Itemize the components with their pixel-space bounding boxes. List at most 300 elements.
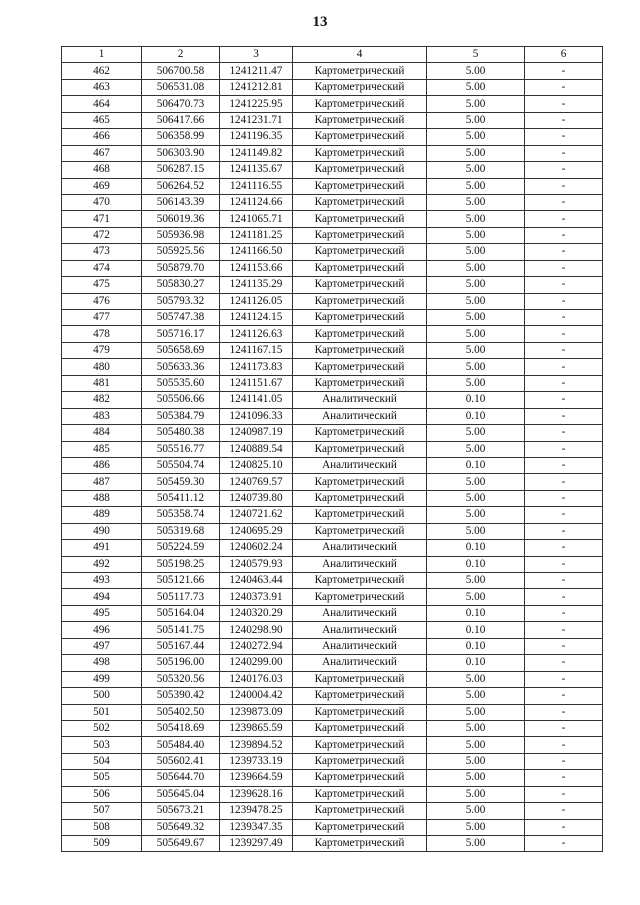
x-coordinate-cell: 505793.32 <box>142 293 220 309</box>
table-row <box>62 589 603 605</box>
accuracy-cell: 0.10 <box>427 408 525 424</box>
table-row <box>62 490 603 506</box>
y-coordinate-cell: 1241116.55 <box>220 178 293 194</box>
point-number-cell: 494 <box>62 589 142 605</box>
method-cell: Картометрический <box>293 688 427 704</box>
point-number-cell: 487 <box>62 474 142 490</box>
accuracy-cell: 0.10 <box>427 638 525 654</box>
table-row <box>62 277 603 293</box>
y-coordinate-cell: 1240272.94 <box>220 638 293 654</box>
column-header-2: 2 <box>142 47 220 63</box>
y-coordinate-cell: 1240987.19 <box>220 425 293 441</box>
x-coordinate-cell: 506264.52 <box>142 178 220 194</box>
accuracy-cell: 0.10 <box>427 655 525 671</box>
table-row <box>62 63 603 79</box>
point-number-cell: 505 <box>62 770 142 786</box>
point-number-cell: 465 <box>62 112 142 128</box>
y-coordinate-cell: 1240695.29 <box>220 523 293 539</box>
table-row <box>62 770 603 786</box>
accuracy-cell: 5.00 <box>427 425 525 441</box>
x-coordinate-cell: 505716.17 <box>142 326 220 342</box>
table-row <box>62 425 603 441</box>
accuracy-cell: 5.00 <box>427 326 525 342</box>
y-coordinate-cell: 1241181.25 <box>220 227 293 243</box>
y-coordinate-cell: 1240889.54 <box>220 441 293 457</box>
note-cell: - <box>525 392 603 408</box>
accuracy-cell: 5.00 <box>427 293 525 309</box>
table-row <box>62 688 603 704</box>
y-coordinate-cell: 1241231.71 <box>220 112 293 128</box>
x-coordinate-cell: 505747.38 <box>142 310 220 326</box>
point-number-cell: 503 <box>62 737 142 753</box>
note-cell: - <box>525 63 603 79</box>
y-coordinate-cell: 1240299.00 <box>220 655 293 671</box>
point-number-cell: 464 <box>62 96 142 112</box>
point-number-cell: 466 <box>62 129 142 145</box>
note-cell: - <box>525 162 603 178</box>
point-number-cell: 497 <box>62 638 142 654</box>
x-coordinate-cell: 505484.40 <box>142 737 220 753</box>
y-coordinate-cell: 1241124.66 <box>220 194 293 210</box>
accuracy-cell: 5.00 <box>427 227 525 243</box>
table-row <box>62 112 603 128</box>
method-cell: Картометрический <box>293 178 427 194</box>
y-coordinate-cell: 1240721.62 <box>220 507 293 523</box>
table-row <box>62 293 603 309</box>
note-cell: - <box>525 720 603 736</box>
point-number-cell: 508 <box>62 819 142 835</box>
method-cell: Аналитический <box>293 638 427 654</box>
table-row <box>62 655 603 671</box>
x-coordinate-cell: 506358.99 <box>142 129 220 145</box>
table-row <box>62 704 603 720</box>
method-cell: Картометрический <box>293 112 427 128</box>
x-coordinate-cell: 505459.30 <box>142 474 220 490</box>
x-coordinate-cell: 505936.98 <box>142 227 220 243</box>
point-number-cell: 500 <box>62 688 142 704</box>
y-coordinate-cell: 1240298.90 <box>220 622 293 638</box>
table-row <box>62 720 603 736</box>
accuracy-cell: 5.00 <box>427 112 525 128</box>
accuracy-cell: 5.00 <box>427 523 525 539</box>
y-coordinate-cell: 1241126.63 <box>220 326 293 342</box>
table-row <box>62 342 603 358</box>
accuracy-cell: 5.00 <box>427 819 525 835</box>
note-cell: - <box>525 211 603 227</box>
method-cell: Картометрический <box>293 836 427 852</box>
method-cell: Картометрический <box>293 819 427 835</box>
y-coordinate-cell: 1240176.03 <box>220 671 293 687</box>
note-cell: - <box>525 671 603 687</box>
point-number-cell: 491 <box>62 540 142 556</box>
note-cell: - <box>525 605 603 621</box>
y-coordinate-cell: 1241151.67 <box>220 375 293 391</box>
note-cell: - <box>525 540 603 556</box>
method-cell: Картометрический <box>293 260 427 276</box>
table-row <box>62 753 603 769</box>
table-row <box>62 507 603 523</box>
x-coordinate-cell: 506143.39 <box>142 194 220 210</box>
note-cell: - <box>525 836 603 852</box>
method-cell: Картометрический <box>293 326 427 342</box>
method-cell: Картометрический <box>293 803 427 819</box>
table-row <box>62 260 603 276</box>
point-number-cell: 506 <box>62 786 142 802</box>
x-coordinate-cell: 505480.38 <box>142 425 220 441</box>
note-cell: - <box>525 79 603 95</box>
point-number-cell: 462 <box>62 63 142 79</box>
x-coordinate-cell: 505645.04 <box>142 786 220 802</box>
accuracy-cell: 5.00 <box>427 79 525 95</box>
table-row <box>62 194 603 210</box>
method-cell: Картометрический <box>293 375 427 391</box>
x-coordinate-cell: 505384.79 <box>142 408 220 424</box>
table-row <box>62 803 603 819</box>
table-row <box>62 638 603 654</box>
point-number-cell: 463 <box>62 79 142 95</box>
note-cell: - <box>525 688 603 704</box>
x-coordinate-cell: 506019.36 <box>142 211 220 227</box>
table-row <box>62 556 603 572</box>
point-number-cell: 480 <box>62 359 142 375</box>
note-cell: - <box>525 507 603 523</box>
point-number-cell: 481 <box>62 375 142 391</box>
table-row <box>62 244 603 260</box>
x-coordinate-cell: 506417.66 <box>142 112 220 128</box>
method-cell: Картометрический <box>293 589 427 605</box>
accuracy-cell: 5.00 <box>427 310 525 326</box>
accuracy-cell: 5.00 <box>427 375 525 391</box>
point-number-cell: 475 <box>62 277 142 293</box>
method-cell: Картометрический <box>293 425 427 441</box>
y-coordinate-cell: 1241124.15 <box>220 310 293 326</box>
note-cell: - <box>525 737 603 753</box>
table-row <box>62 359 603 375</box>
table-row <box>62 211 603 227</box>
y-coordinate-cell: 1241173.83 <box>220 359 293 375</box>
x-coordinate-cell: 505516.77 <box>142 441 220 457</box>
point-number-cell: 474 <box>62 260 142 276</box>
x-coordinate-cell: 505411.12 <box>142 490 220 506</box>
x-coordinate-cell: 505673.21 <box>142 803 220 819</box>
accuracy-cell: 5.00 <box>427 145 525 161</box>
method-cell: Картометрический <box>293 474 427 490</box>
point-number-cell: 467 <box>62 145 142 161</box>
table-row <box>62 178 603 194</box>
point-number-cell: 478 <box>62 326 142 342</box>
table-row <box>62 310 603 326</box>
note-cell: - <box>525 112 603 128</box>
y-coordinate-cell: 1241196.35 <box>220 129 293 145</box>
point-number-cell: 490 <box>62 523 142 539</box>
x-coordinate-cell: 506470.73 <box>142 96 220 112</box>
accuracy-cell: 5.00 <box>427 490 525 506</box>
note-cell: - <box>525 655 603 671</box>
table-row <box>62 457 603 473</box>
note-cell: - <box>525 770 603 786</box>
method-cell: Картометрический <box>293 573 427 589</box>
x-coordinate-cell: 505390.42 <box>142 688 220 704</box>
method-cell: Картометрический <box>293 523 427 539</box>
note-cell: - <box>525 293 603 309</box>
point-number-cell: 509 <box>62 836 142 852</box>
accuracy-cell: 0.10 <box>427 556 525 572</box>
y-coordinate-cell: 1240320.29 <box>220 605 293 621</box>
note-cell: - <box>525 474 603 490</box>
accuracy-cell: 5.00 <box>427 162 525 178</box>
y-coordinate-cell: 1239664.59 <box>220 770 293 786</box>
y-coordinate-cell: 1241225.95 <box>220 96 293 112</box>
point-number-cell: 470 <box>62 194 142 210</box>
accuracy-cell: 5.00 <box>427 474 525 490</box>
accuracy-cell: 5.00 <box>427 688 525 704</box>
accuracy-cell: 5.00 <box>427 704 525 720</box>
x-coordinate-cell: 505649.67 <box>142 836 220 852</box>
x-coordinate-cell: 505504.74 <box>142 457 220 473</box>
note-cell: - <box>525 326 603 342</box>
x-coordinate-cell: 505649.32 <box>142 819 220 835</box>
y-coordinate-cell: 1240579.93 <box>220 556 293 572</box>
point-number-cell: 483 <box>62 408 142 424</box>
y-coordinate-cell: 1239894.52 <box>220 737 293 753</box>
table-row <box>62 326 603 342</box>
point-number-cell: 468 <box>62 162 142 178</box>
point-number-cell: 469 <box>62 178 142 194</box>
table-row <box>62 145 603 161</box>
accuracy-cell: 5.00 <box>427 770 525 786</box>
table-row <box>62 474 603 490</box>
accuracy-cell: 5.00 <box>427 63 525 79</box>
point-number-cell: 482 <box>62 392 142 408</box>
table-row <box>62 227 603 243</box>
y-coordinate-cell: 1241212.81 <box>220 79 293 95</box>
accuracy-cell: 5.00 <box>427 803 525 819</box>
note-cell: - <box>525 375 603 391</box>
method-cell: Картометрический <box>293 79 427 95</box>
column-header-1: 1 <box>62 47 142 63</box>
point-number-cell: 479 <box>62 342 142 358</box>
x-coordinate-cell: 505117.73 <box>142 589 220 605</box>
table-row <box>62 605 603 621</box>
method-cell: Картометрический <box>293 129 427 145</box>
note-cell: - <box>525 342 603 358</box>
point-number-cell: 472 <box>62 227 142 243</box>
x-coordinate-cell: 505506.66 <box>142 392 220 408</box>
x-coordinate-cell: 505658.69 <box>142 342 220 358</box>
accuracy-cell: 5.00 <box>427 129 525 145</box>
point-number-cell: 476 <box>62 293 142 309</box>
method-cell: Картометрический <box>293 227 427 243</box>
y-coordinate-cell: 1241135.67 <box>220 162 293 178</box>
method-cell: Аналитический <box>293 622 427 638</box>
note-cell: - <box>525 425 603 441</box>
table-row <box>62 737 603 753</box>
y-coordinate-cell: 1239347.35 <box>220 819 293 835</box>
y-coordinate-cell: 1241166.50 <box>220 244 293 260</box>
x-coordinate-cell: 505141.75 <box>142 622 220 638</box>
note-cell: - <box>525 490 603 506</box>
x-coordinate-cell: 506303.90 <box>142 145 220 161</box>
method-cell: Картометрический <box>293 342 427 358</box>
y-coordinate-cell: 1240373.91 <box>220 589 293 605</box>
column-header-3: 3 <box>220 47 293 63</box>
y-coordinate-cell: 1240004.42 <box>220 688 293 704</box>
note-cell: - <box>525 457 603 473</box>
page-number: 13 <box>312 14 328 30</box>
note-cell: - <box>525 277 603 293</box>
table-row <box>62 622 603 638</box>
method-cell: Картометрический <box>293 145 427 161</box>
y-coordinate-cell: 1240463.44 <box>220 573 293 589</box>
table-row <box>62 573 603 589</box>
method-cell: Аналитический <box>293 392 427 408</box>
note-cell: - <box>525 244 603 260</box>
x-coordinate-cell: 505164.04 <box>142 605 220 621</box>
note-cell: - <box>525 638 603 654</box>
table-row <box>62 162 603 178</box>
accuracy-cell: 5.00 <box>427 342 525 358</box>
column-header-6: 6 <box>525 47 603 63</box>
y-coordinate-cell: 1241065.71 <box>220 211 293 227</box>
note-cell: - <box>525 589 603 605</box>
y-coordinate-cell: 1241141.05 <box>220 392 293 408</box>
point-number-cell: 484 <box>62 425 142 441</box>
x-coordinate-cell: 505602.41 <box>142 753 220 769</box>
x-coordinate-cell: 505198.25 <box>142 556 220 572</box>
method-cell: Картометрический <box>293 96 427 112</box>
table-row <box>62 129 603 145</box>
accuracy-cell: 5.00 <box>427 671 525 687</box>
accuracy-cell: 5.00 <box>427 260 525 276</box>
y-coordinate-cell: 1241149.82 <box>220 145 293 161</box>
accuracy-cell: 5.00 <box>427 194 525 210</box>
accuracy-cell: 5.00 <box>427 441 525 457</box>
method-cell: Аналитический <box>293 457 427 473</box>
accuracy-cell: 5.00 <box>427 178 525 194</box>
method-cell: Картометрический <box>293 359 427 375</box>
note-cell: - <box>525 573 603 589</box>
point-number-cell: 502 <box>62 720 142 736</box>
accuracy-cell: 0.10 <box>427 622 525 638</box>
point-number-cell: 495 <box>62 605 142 621</box>
method-cell: Картометрический <box>293 277 427 293</box>
y-coordinate-cell: 1239297.49 <box>220 836 293 852</box>
point-number-cell: 498 <box>62 655 142 671</box>
y-coordinate-cell: 1239733.19 <box>220 753 293 769</box>
method-cell: Картометрический <box>293 737 427 753</box>
table-row <box>62 819 603 835</box>
point-number-cell: 499 <box>62 671 142 687</box>
y-coordinate-cell: 1240739.80 <box>220 490 293 506</box>
point-number-cell: 488 <box>62 490 142 506</box>
note-cell: - <box>525 819 603 835</box>
x-coordinate-cell: 505320.56 <box>142 671 220 687</box>
note-cell: - <box>525 803 603 819</box>
table-row <box>62 523 603 539</box>
accuracy-cell: 5.00 <box>427 589 525 605</box>
method-cell: Картометрический <box>293 671 427 687</box>
y-coordinate-cell: 1241167.15 <box>220 342 293 358</box>
method-cell: Картометрический <box>293 770 427 786</box>
accuracy-cell: 5.00 <box>427 836 525 852</box>
y-coordinate-cell: 1240602.24 <box>220 540 293 556</box>
accuracy-cell: 5.00 <box>427 786 525 802</box>
method-cell: Картометрический <box>293 704 427 720</box>
method-cell: Картометрический <box>293 244 427 260</box>
point-number-cell: 486 <box>62 457 142 473</box>
y-coordinate-cell: 1240825.10 <box>220 457 293 473</box>
note-cell: - <box>525 260 603 276</box>
note-cell: - <box>525 96 603 112</box>
x-coordinate-cell: 506531.08 <box>142 79 220 95</box>
table-header-row <box>62 47 603 63</box>
accuracy-cell: 5.00 <box>427 753 525 769</box>
point-number-cell: 471 <box>62 211 142 227</box>
x-coordinate-cell: 505633.36 <box>142 359 220 375</box>
method-cell: Картометрический <box>293 194 427 210</box>
method-cell: Аналитический <box>293 540 427 556</box>
x-coordinate-cell: 505879.70 <box>142 260 220 276</box>
column-header-4: 4 <box>293 47 427 63</box>
note-cell: - <box>525 704 603 720</box>
point-number-cell: 489 <box>62 507 142 523</box>
method-cell: Картометрический <box>293 441 427 457</box>
y-coordinate-cell: 1241211.47 <box>220 63 293 79</box>
x-coordinate-cell: 505319.68 <box>142 523 220 539</box>
note-cell: - <box>525 753 603 769</box>
accuracy-cell: 5.00 <box>427 737 525 753</box>
accuracy-cell: 5.00 <box>427 573 525 589</box>
table-row <box>62 79 603 95</box>
note-cell: - <box>525 622 603 638</box>
note-cell: - <box>525 408 603 424</box>
point-number-cell: 507 <box>62 803 142 819</box>
accuracy-cell: 0.10 <box>427 392 525 408</box>
method-cell: Аналитический <box>293 556 427 572</box>
table-row <box>62 836 603 852</box>
table-row <box>62 408 603 424</box>
x-coordinate-cell: 505418.69 <box>142 720 220 736</box>
method-cell: Картометрический <box>293 507 427 523</box>
x-coordinate-cell: 505121.66 <box>142 573 220 589</box>
x-coordinate-cell: 505830.27 <box>142 277 220 293</box>
x-coordinate-cell: 505402.50 <box>142 704 220 720</box>
y-coordinate-cell: 1239478.25 <box>220 803 293 819</box>
table-row <box>62 540 603 556</box>
accuracy-cell: 0.10 <box>427 605 525 621</box>
accuracy-cell: 0.10 <box>427 457 525 473</box>
accuracy-cell: 5.00 <box>427 507 525 523</box>
table-row <box>62 441 603 457</box>
method-cell: Картометрический <box>293 293 427 309</box>
note-cell: - <box>525 359 603 375</box>
x-coordinate-cell: 505535.60 <box>142 375 220 391</box>
table-row <box>62 671 603 687</box>
y-coordinate-cell: 1239628.16 <box>220 786 293 802</box>
point-number-cell: 496 <box>62 622 142 638</box>
x-coordinate-cell: 506287.15 <box>142 162 220 178</box>
accuracy-cell: 5.00 <box>427 211 525 227</box>
y-coordinate-cell: 1241135.29 <box>220 277 293 293</box>
point-number-cell: 504 <box>62 753 142 769</box>
y-coordinate-cell: 1240769.57 <box>220 474 293 490</box>
accuracy-cell: 5.00 <box>427 720 525 736</box>
note-cell: - <box>525 194 603 210</box>
column-header-5: 5 <box>427 47 525 63</box>
method-cell: Картометрический <box>293 63 427 79</box>
point-number-cell: 477 <box>62 310 142 326</box>
point-number-cell: 501 <box>62 704 142 720</box>
